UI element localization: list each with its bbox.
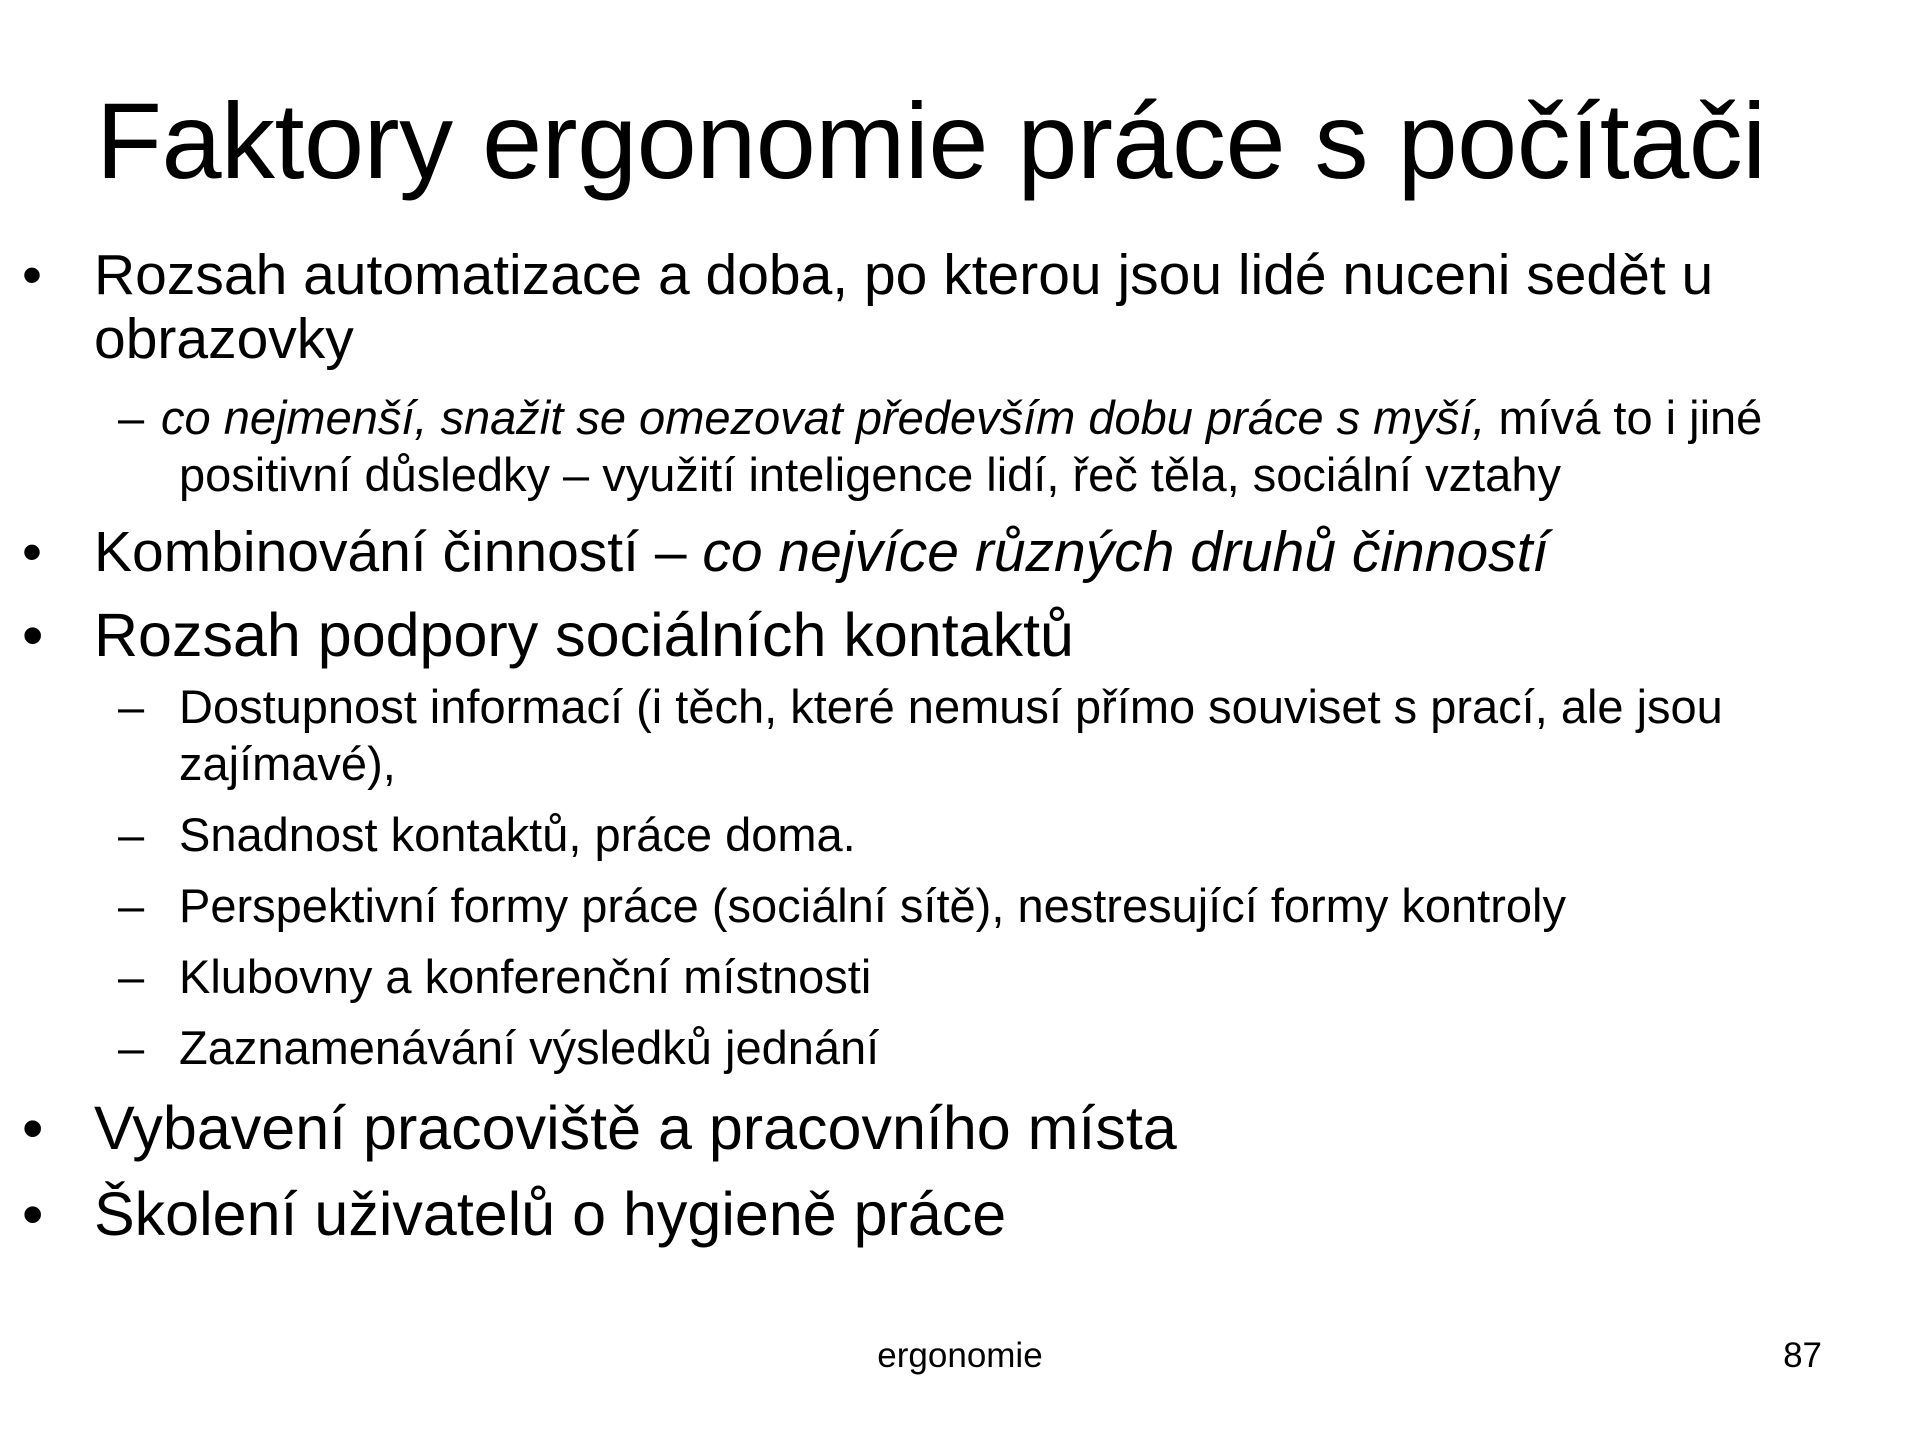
- sub-bullet-text: Zaznamenávání výsledků jednání: [179, 1021, 880, 1074]
- dash-icon: –: [118, 950, 145, 1003]
- footer-label: ergonomie: [877, 1336, 1043, 1375]
- bullet-item: [0, 1179, 1854, 1249]
- bullet-text: Rozsah automatizace a doba, po kterou jsou lidé nuceni sedět u obrazovky: [94, 243, 1714, 371]
- sub-bullet-item: [0, 877, 1899, 934]
- dash-icon: –: [118, 680, 145, 733]
- bullet-icon: •: [22, 1094, 44, 1162]
- bullet-item: [0, 1093, 1854, 1163]
- slide-content: [0, 243, 1920, 1249]
- dash-icon: –: [118, 808, 145, 861]
- sub-bullet-text: Klubovny a konferenční místnosti: [179, 950, 872, 1003]
- bullet-icon: •: [22, 243, 42, 307]
- sub-bullet-text: Dostupnost informací (i těch, které nemusí přímo souviset s prací, ale jsou zajímavé),: [179, 680, 1723, 790]
- bullet-icon: •: [22, 601, 44, 669]
- sub-bullet-content: [161, 391, 1762, 501]
- sub-bullet-item: [0, 1019, 1899, 1076]
- bullet-text: Rozsah podpory sociálních kontaktů: [94, 601, 1074, 669]
- dash-icon: –: [118, 879, 145, 932]
- slide-title: Faktory ergonomie práce s počítači: [96, 80, 1766, 201]
- bullet-icon: •: [22, 1180, 44, 1248]
- bullet-item: [0, 520, 1854, 584]
- bullet-text: Vybavení pracoviště a pracovního místa: [94, 1094, 1177, 1162]
- page-number: 87: [1783, 1336, 1822, 1375]
- sub-bullet-item: [0, 678, 1899, 792]
- sub-bullet-italic-text: co nejmenší, snažit se omezovat především dobu práce s myší,: [161, 391, 1486, 444]
- bullet-icon: •: [22, 520, 42, 584]
- bullet-item: [0, 243, 1854, 371]
- bullet-item: [0, 600, 1854, 670]
- sub-bullet-text: Perspektivní formy práce (sociální sítě), nestresující formy kontroly: [179, 879, 1566, 932]
- bullet-italic-text: co nejvíce různých druhů činností: [702, 520, 1549, 584]
- sub-bullet-item: [0, 948, 1899, 1005]
- sub-bullet-item: [0, 806, 1899, 863]
- sub-bullet-text: Snadnost kontaktů, práce doma.: [179, 808, 856, 861]
- bullet-text: Školení uživatelů o hygieně práce: [94, 1180, 1007, 1248]
- sub-bullet-text: mívá to i jiné positivní důsledky – využití inteligence lidí, řeč těla, sociální vztahy: [179, 391, 1763, 501]
- bullet-text: Kombinování činností –: [94, 520, 703, 584]
- sub-bullet-item: [0, 389, 1899, 503]
- dash-icon: –: [118, 391, 145, 444]
- dash-icon: –: [118, 1021, 145, 1074]
